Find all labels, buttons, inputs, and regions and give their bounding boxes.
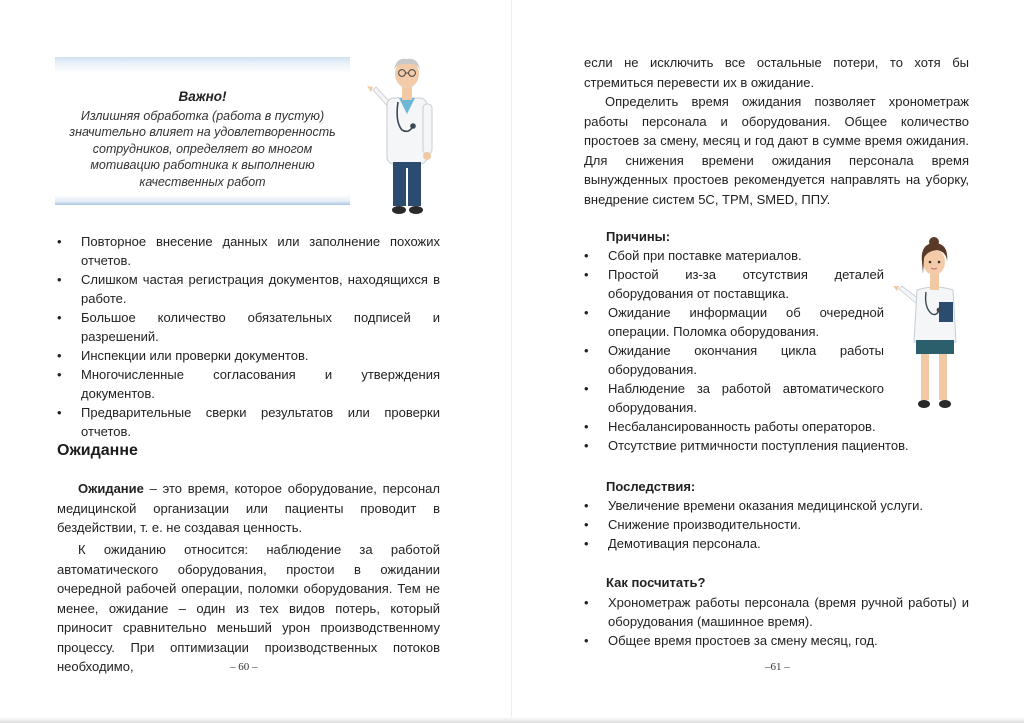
list-item: • Отсутствие ритмичности поступления пациентов. <box>584 436 884 455</box>
howto-list <box>584 593 969 650</box>
callout-line: значительно влияет на удовлетворенность <box>69 125 336 139</box>
definition-term: Ожидание <box>78 481 144 496</box>
callout-line: мотивацию работника к выполнению <box>90 158 315 172</box>
list-item: • Слишком частая регистрация документов, находящихся в работе. <box>57 270 440 308</box>
list-item: • Многочисленные согласования и утверждения документов. <box>57 365 440 403</box>
callout-line: сотрудников, определяет во многом <box>92 141 313 156</box>
book-spine <box>511 0 512 723</box>
doctor-illustration <box>365 50 445 222</box>
list-item: • Большое количество обязательных подписей и разрешений. <box>57 308 440 346</box>
callout-line: Излишняя обработка (работа в пустую) <box>80 108 325 123</box>
causes-list <box>584 246 909 455</box>
page-number: –61 – <box>765 661 790 673</box>
page-edge <box>0 717 1024 723</box>
list-item: • Инспекции или проверки документов. <box>57 346 440 365</box>
list-item: • Наблюдение за работой автоматического оборудования. <box>584 379 884 417</box>
list-item: • Увеличение времени оказания медицинской услуги. <box>584 496 969 515</box>
causes-heading: Причины: <box>606 229 671 244</box>
list-item: • Хронометраж работы персонала (время ручной работы) и оборудования (машинное время). <box>584 593 969 631</box>
continuation-paragraph: если не исключить все остальные потери, то хотя бы стремиться перевести их в ожидание. <box>584 55 969 90</box>
list-item: • Ожидание окончания цикла работы оборудования. <box>584 341 884 379</box>
important-callout <box>55 57 350 205</box>
measurement-paragraph: Определить время ожидания позволяет хронометраж работы персонала и оборудования. Общее количество простоев за смену, месяц и год дают в сумме время ожидания. Для снижения времени ожидания персонала время вынужденных простоев рекомендуется направлять на уборку, внедрение систем 5С, ТРМ, SMED, ППУ. <box>584 94 969 207</box>
list-item: • Общее время простоев за смену месяц, год. <box>584 631 969 650</box>
list-item: • Простой из-за отсутствия деталей оборудования от поставщика. <box>584 265 884 303</box>
list-item: • Демотивация персонала. <box>584 534 969 553</box>
list-item: • Повторное внесение данных или заполнение похожих отчетов. <box>57 232 440 270</box>
definition-paragraph <box>57 479 440 538</box>
nurse-illustration <box>893 234 973 414</box>
consequences-heading: Последствия: <box>606 479 696 494</box>
list-item: • Снижение производительности. <box>584 515 969 534</box>
waste-examples-list <box>57 232 440 441</box>
callout-line: качественных работ <box>139 174 266 189</box>
definition-text: – это время, которое оборудование, персонал медицинской организации или пациенты проводит в бездействии, т. е. не создавая ценность. <box>57 481 440 535</box>
callout-title: Важно! <box>178 89 227 104</box>
section-heading: Ожиданне <box>57 442 138 459</box>
waiting-paragraph: К ожиданию относится: наблюдение за работой автоматического оборудования, простои в ожидании очередной рабочей операции, поломки оборудования. Тем не менее, ожидание – один из тех видов потерь, который приносит сравнительно меньший урон производственному процессу. При оптимизации производственных потоков необходимо, <box>57 542 440 674</box>
consequences-list <box>584 496 969 553</box>
list-item: • Предварительные сверки результатов или проверки отчетов. <box>57 403 440 441</box>
howto-heading: Как посчитать? <box>606 575 706 590</box>
list-item: • Несбалансированность работы операторов. <box>584 417 884 436</box>
list-item: • Сбой при поставке материалов. <box>584 246 884 265</box>
list-item: • Ожидание информации об очередной операции. Поломка оборудования. <box>584 303 884 341</box>
page-number: – 60 – <box>230 661 258 673</box>
